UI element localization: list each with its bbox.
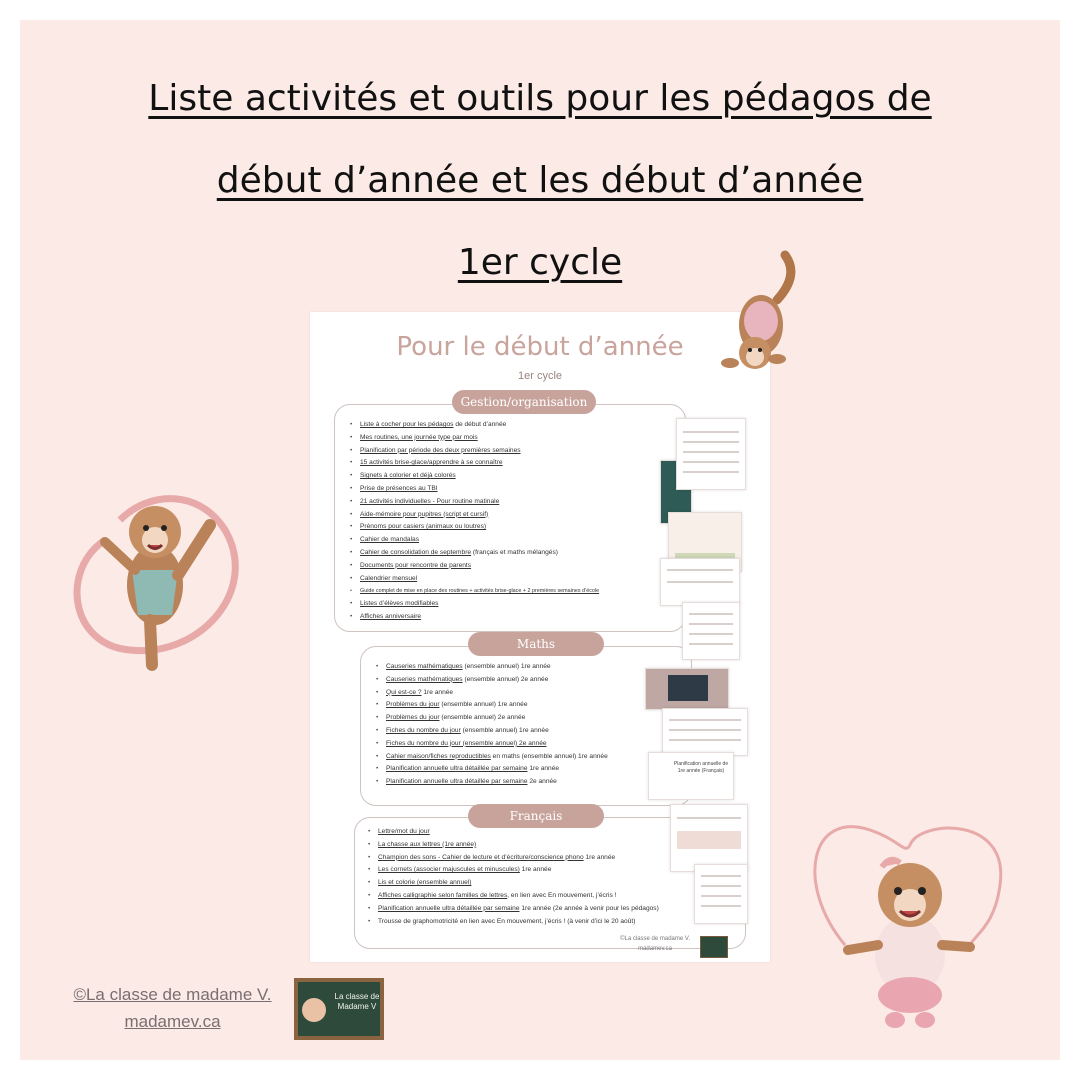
teacher-avatar-icon — [302, 998, 326, 1022]
main-title-line-2: début d’année et les début d’année — [216, 160, 864, 201]
list-item-link[interactable]: Aide-mémoire pour pupitres (script et cursif) — [360, 510, 489, 518]
list-item[interactable] — [350, 458, 599, 468]
otter-jump-rope-illustration — [800, 805, 1020, 1035]
brand-logo — [294, 978, 384, 1040]
list-item[interactable] — [350, 548, 599, 558]
list-item-link[interactable]: Affiches calligraphie selon familles de lettres — [378, 891, 508, 899]
list-item — [368, 917, 659, 927]
list-item[interactable] — [350, 471, 599, 481]
thumbnail-qui-est-ce — [645, 668, 729, 710]
list-item-link[interactable]: Documents pour rencontre de parents — [360, 561, 472, 569]
list-item-link[interactable]: Lis et colorie (ensemble annuel) — [378, 879, 472, 887]
list-item-link[interactable]: Calendrier mensuel — [360, 574, 418, 582]
list-item-link[interactable]: Liste à cocher pour les pédagos — [360, 421, 454, 428]
main-title-line-3: 1er cycle — [457, 242, 623, 283]
section-heading-gestion: Gestion/organisation — [452, 390, 596, 414]
list-item[interactable] — [350, 586, 599, 596]
list-item-link[interactable]: Planification annuelle ultra détaillée par semaine — [386, 765, 528, 773]
list-item[interactable] — [350, 561, 599, 571]
list-item[interactable] — [350, 574, 599, 584]
list-item[interactable] — [376, 777, 608, 787]
list-item-link[interactable]: La chasse aux lettres (1re année) — [378, 840, 477, 848]
thumbnail-listes — [682, 602, 740, 660]
list-item-link[interactable]: Fiches du nombre du jour — [386, 726, 461, 734]
list-item-link[interactable]: Planification par période des deux premières semaines — [360, 446, 521, 454]
list-item[interactable] — [368, 840, 659, 850]
list-item-text: 1re année — [421, 688, 454, 696]
list-item-link[interactable]: Les cornets (associer majuscules et minuscules) — [378, 866, 520, 874]
list-item[interactable] — [350, 535, 599, 545]
list-item[interactable] — [376, 739, 608, 749]
list-item[interactable] — [350, 446, 599, 456]
list-item-link[interactable]: Causeries mathématiques — [386, 663, 463, 670]
list-item-text: , en lien avec En mouvement, j’écris ! — [507, 891, 617, 899]
footer-website-link[interactable]: madamev.ca — [124, 1012, 221, 1031]
list-item-text: (ensemble annuel) 1re année — [462, 663, 551, 670]
thumbnail-francais-1 — [670, 804, 748, 872]
list-item[interactable] — [376, 726, 608, 736]
list-item[interactable] — [376, 662, 608, 672]
list-item[interactable] — [376, 764, 608, 774]
list-item[interactable] — [350, 433, 599, 443]
list-item[interactable] — [368, 865, 659, 875]
list-item-text: (ensemble annuel) 1re année — [439, 701, 528, 709]
main-title-line-1: Liste activités et outils pour les pédagos de — [148, 78, 932, 119]
list-item-text: 2e année — [527, 778, 557, 786]
list-item-text: (ensemble annuel) 1re année — [460, 726, 549, 734]
list-item-link[interactable]: Mes routines, une journée type par mois — [360, 433, 478, 441]
list-item[interactable] — [376, 700, 608, 710]
list-item-link[interactable]: Problèmes du jour — [386, 714, 440, 722]
list-item-link[interactable]: Lettre/mot du jour — [378, 828, 430, 835]
list-item-link[interactable]: Prise de présences au TBI — [360, 484, 438, 492]
list-item-link[interactable]: Cahier de consolidation de septembre — [360, 548, 472, 556]
list-item-link[interactable]: Cahier maison/fiches reproductibles — [386, 752, 491, 760]
list-item-link[interactable]: Champion des sons - Cahier de lecture et d’écriture/conscience phono — [378, 853, 584, 861]
list-item-link[interactable]: Guide complet de mise en place des routines + activités brise-glace + 2 premières semaines d’école — [360, 588, 600, 595]
list-francais — [368, 827, 659, 929]
doc-subtitle: 1er cycle — [517, 370, 563, 382]
thumbnail-caption: Planification annuelle de 1re année (Français) — [673, 761, 729, 774]
list-item-link[interactable]: Planification annuelle ultra détaillée par semaine — [386, 778, 528, 786]
list-item[interactable] — [376, 713, 608, 723]
list-item-text: (ensemble annuel) 2e année — [439, 714, 526, 722]
list-item[interactable] — [368, 827, 659, 837]
list-item-text: de début d’année — [453, 421, 507, 428]
thumbnail-table — [662, 708, 748, 756]
list-item-link[interactable]: Planification annuelle ultra détaillée par semaine — [378, 904, 520, 912]
list-item-text: Trousse de graphomotricité en lien avec En mouvement, j’écris ! (à venir d’ici le 20 août) — [378, 917, 636, 925]
list-item[interactable] — [350, 522, 599, 532]
list-item-link[interactable]: 21 activités individuelles - Pour routine matinale — [360, 497, 500, 505]
list-item[interactable] — [350, 510, 599, 520]
thumbnail-routine — [676, 418, 746, 490]
section-heading-maths: Maths — [468, 632, 604, 656]
list-item-text: 1re année — [583, 853, 616, 861]
list-item[interactable] — [350, 599, 599, 609]
doc-footer-copyright: ©La classe de madame V. — [620, 936, 690, 942]
otter-ribbon-illustration — [60, 470, 260, 675]
list-item-link[interactable]: Listes d’élèves modifiables — [360, 600, 439, 608]
list-maths — [376, 662, 608, 790]
list-item[interactable] — [350, 612, 599, 622]
list-item[interactable] — [368, 878, 659, 888]
list-item-text: 1re année (2e année à venir pour les pédagos) — [519, 904, 659, 912]
doc-title: Pour le début d’année — [396, 332, 684, 362]
list-item[interactable] — [368, 891, 659, 901]
list-item[interactable] — [376, 675, 608, 685]
list-item-link[interactable]: 15 activités brise-glace/apprendre à se connaître — [360, 459, 503, 467]
doc-footer-logo — [700, 936, 728, 958]
section-heading-francais: Français — [468, 804, 604, 828]
list-item[interactable] — [368, 904, 659, 914]
list-item-text: 1re année — [519, 866, 552, 874]
footer-copyright-link[interactable]: ©La classe de madame V. — [73, 985, 272, 1004]
list-item[interactable] — [376, 688, 608, 698]
thumbnail-francais-2 — [694, 864, 748, 924]
list-item-link[interactable]: Problèmes du jour — [386, 701, 440, 709]
document-preview — [310, 312, 770, 962]
list-item-link[interactable]: Signets à colorier et déjà colorés — [360, 472, 456, 480]
doc-footer-website: madamev.ca — [638, 946, 672, 952]
list-item-text: 1re année — [527, 765, 560, 773]
list-item[interactable] — [350, 420, 599, 430]
list-item-link[interactable]: Cahier de mandalas — [360, 536, 420, 544]
list-item-text: (ensemble annuel) 2e année — [462, 675, 549, 683]
otter-diving-illustration — [715, 245, 805, 385]
list-gestion — [350, 420, 599, 625]
thumbnail-prenoms — [660, 558, 740, 606]
list-item-text: (français et maths mélangés) — [471, 548, 558, 556]
list-item-link[interactable]: Affiches anniversaire — [360, 612, 422, 620]
thumbnail-planification-annuelle — [648, 752, 734, 800]
list-item-text: en maths (ensemble annuel) 1re année — [490, 752, 608, 760]
list-item[interactable] — [376, 752, 608, 762]
list-item-link[interactable]: Causeries mathématiques — [386, 675, 463, 683]
list-item[interactable] — [368, 853, 659, 863]
list-item-link[interactable]: Fiches du nombre du jour (ensemble annuel) 2e année — [386, 739, 547, 747]
list-item[interactable] — [350, 497, 599, 507]
logo-text: La classe de Madame V — [334, 992, 380, 1011]
list-item-link[interactable]: Prénoms pour casiers (animaux ou loutres) — [360, 523, 487, 531]
list-item[interactable] — [350, 484, 599, 494]
list-item-link[interactable]: Qui est-ce ? — [386, 688, 422, 696]
